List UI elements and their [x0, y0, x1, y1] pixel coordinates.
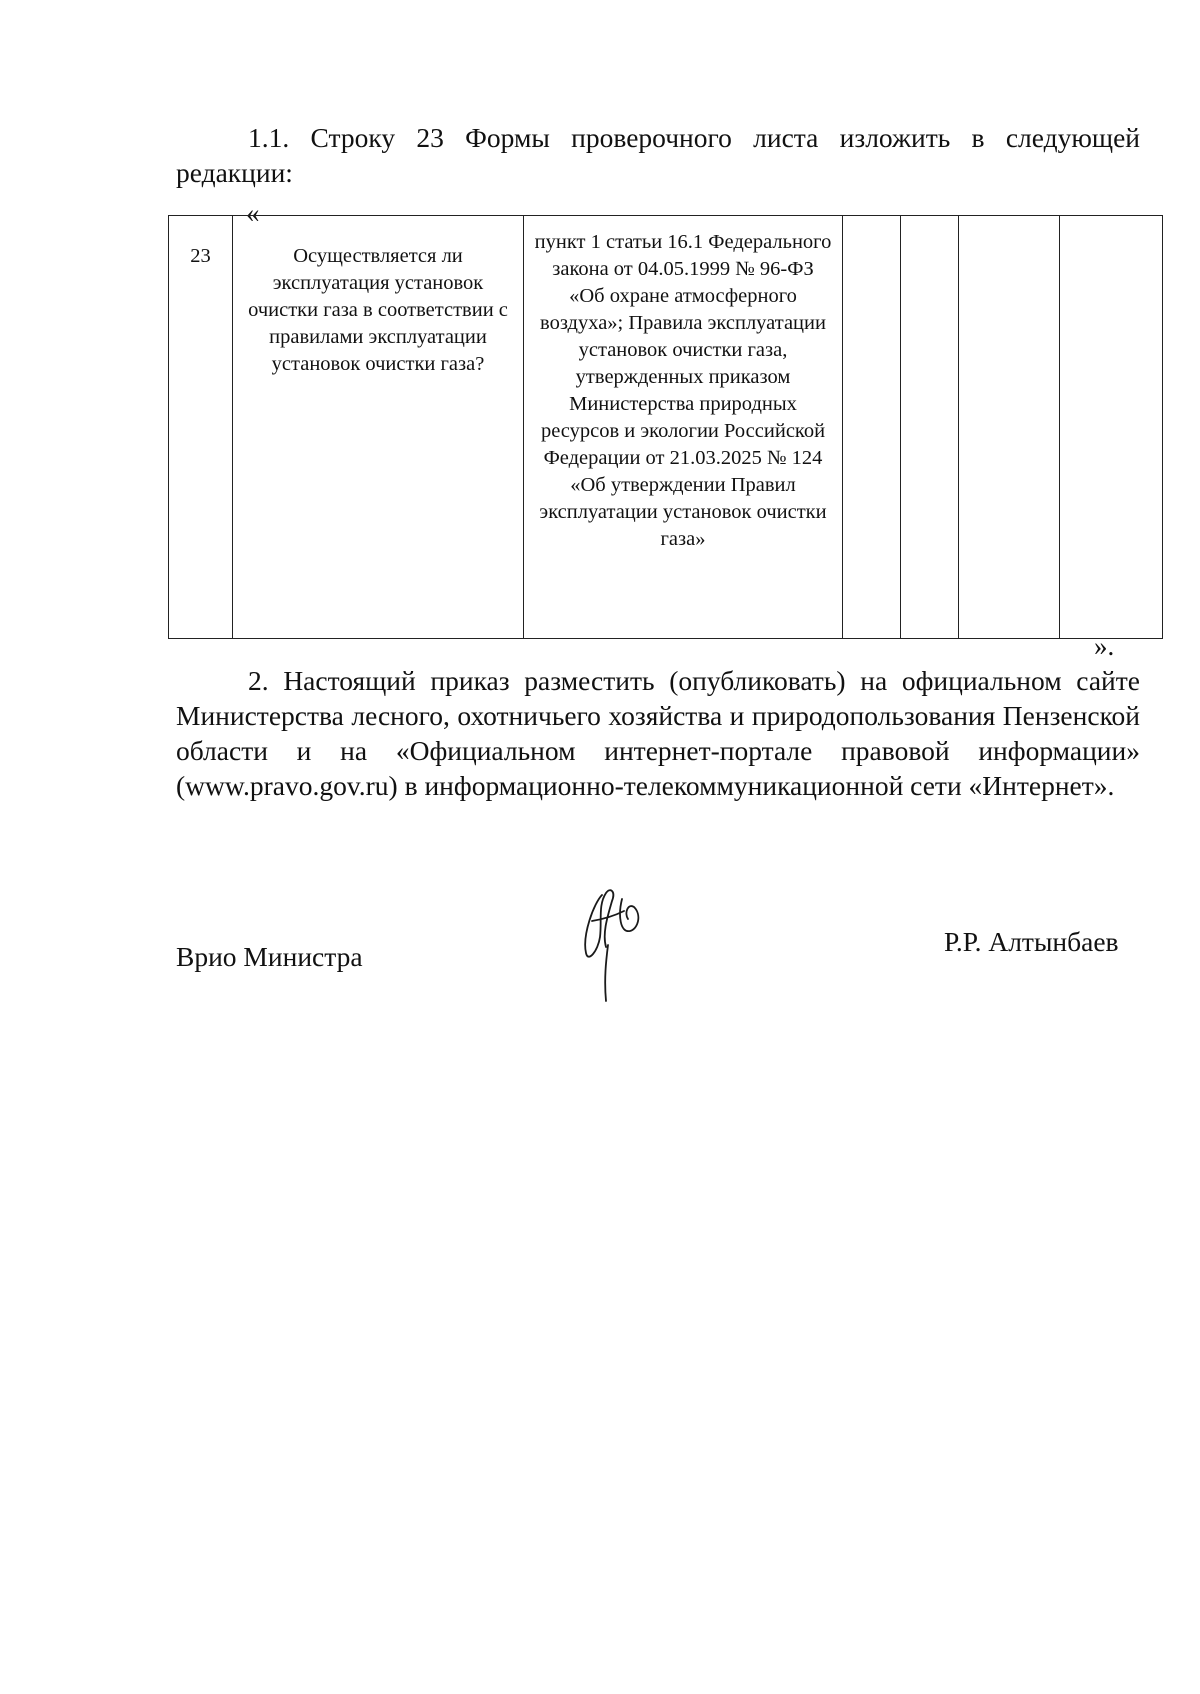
opening-quote: «: [246, 198, 260, 228]
empty-cell: [901, 216, 959, 639]
closing-quote: ».: [1094, 631, 1115, 661]
paragraph-1-1: 1.1. Строку 23 Формы проверочного листа изложить в следующей редакции:: [176, 122, 1140, 188]
legal-reference-text: пункт 1 статьи 16.1 Федерального закона от 04.05.1999 № 96-ФЗ «Об охране атмосферного воздуха»; Правила эксплуатации установок очистки газа, утвержденных приказом Министерства природных ресурсов и экологии Российской Федерации от 21.03.2025 № 124 «Об утверждении Правил эксплуатации установок очистки газа»: [534, 231, 832, 550]
paragraph-2: 2. Настоящий приказ разместить (опубликовать) на официальном сайте Министерства лесного, охотничьего хозяйства и природопользования Пензенской области и на «Официальном интернет-портале правовой информации» (www.pravo.gov.ru) в информационно-телекоммуникационной сети «Интернет».: [176, 665, 1140, 801]
signatory-role: Врио Министра: [176, 941, 363, 972]
handwritten-signature: [572, 875, 652, 1005]
signatory-name: Р.Р. Алтынбаев: [944, 926, 1119, 957]
empty-cell: [1060, 216, 1163, 639]
table-row: [169, 216, 1163, 639]
empty-cell: [959, 216, 1060, 639]
legal-reference-cell: [524, 216, 843, 639]
checklist-row-table: [168, 215, 1163, 639]
row-number-cell: 23: [169, 216, 233, 639]
question-text: Осуществляется ли эксплуатация установок очистки газа в соответствии с правилами эксплуатации установок очистки газа?: [248, 245, 508, 375]
empty-cell: [843, 216, 901, 639]
question-cell: [233, 216, 524, 639]
